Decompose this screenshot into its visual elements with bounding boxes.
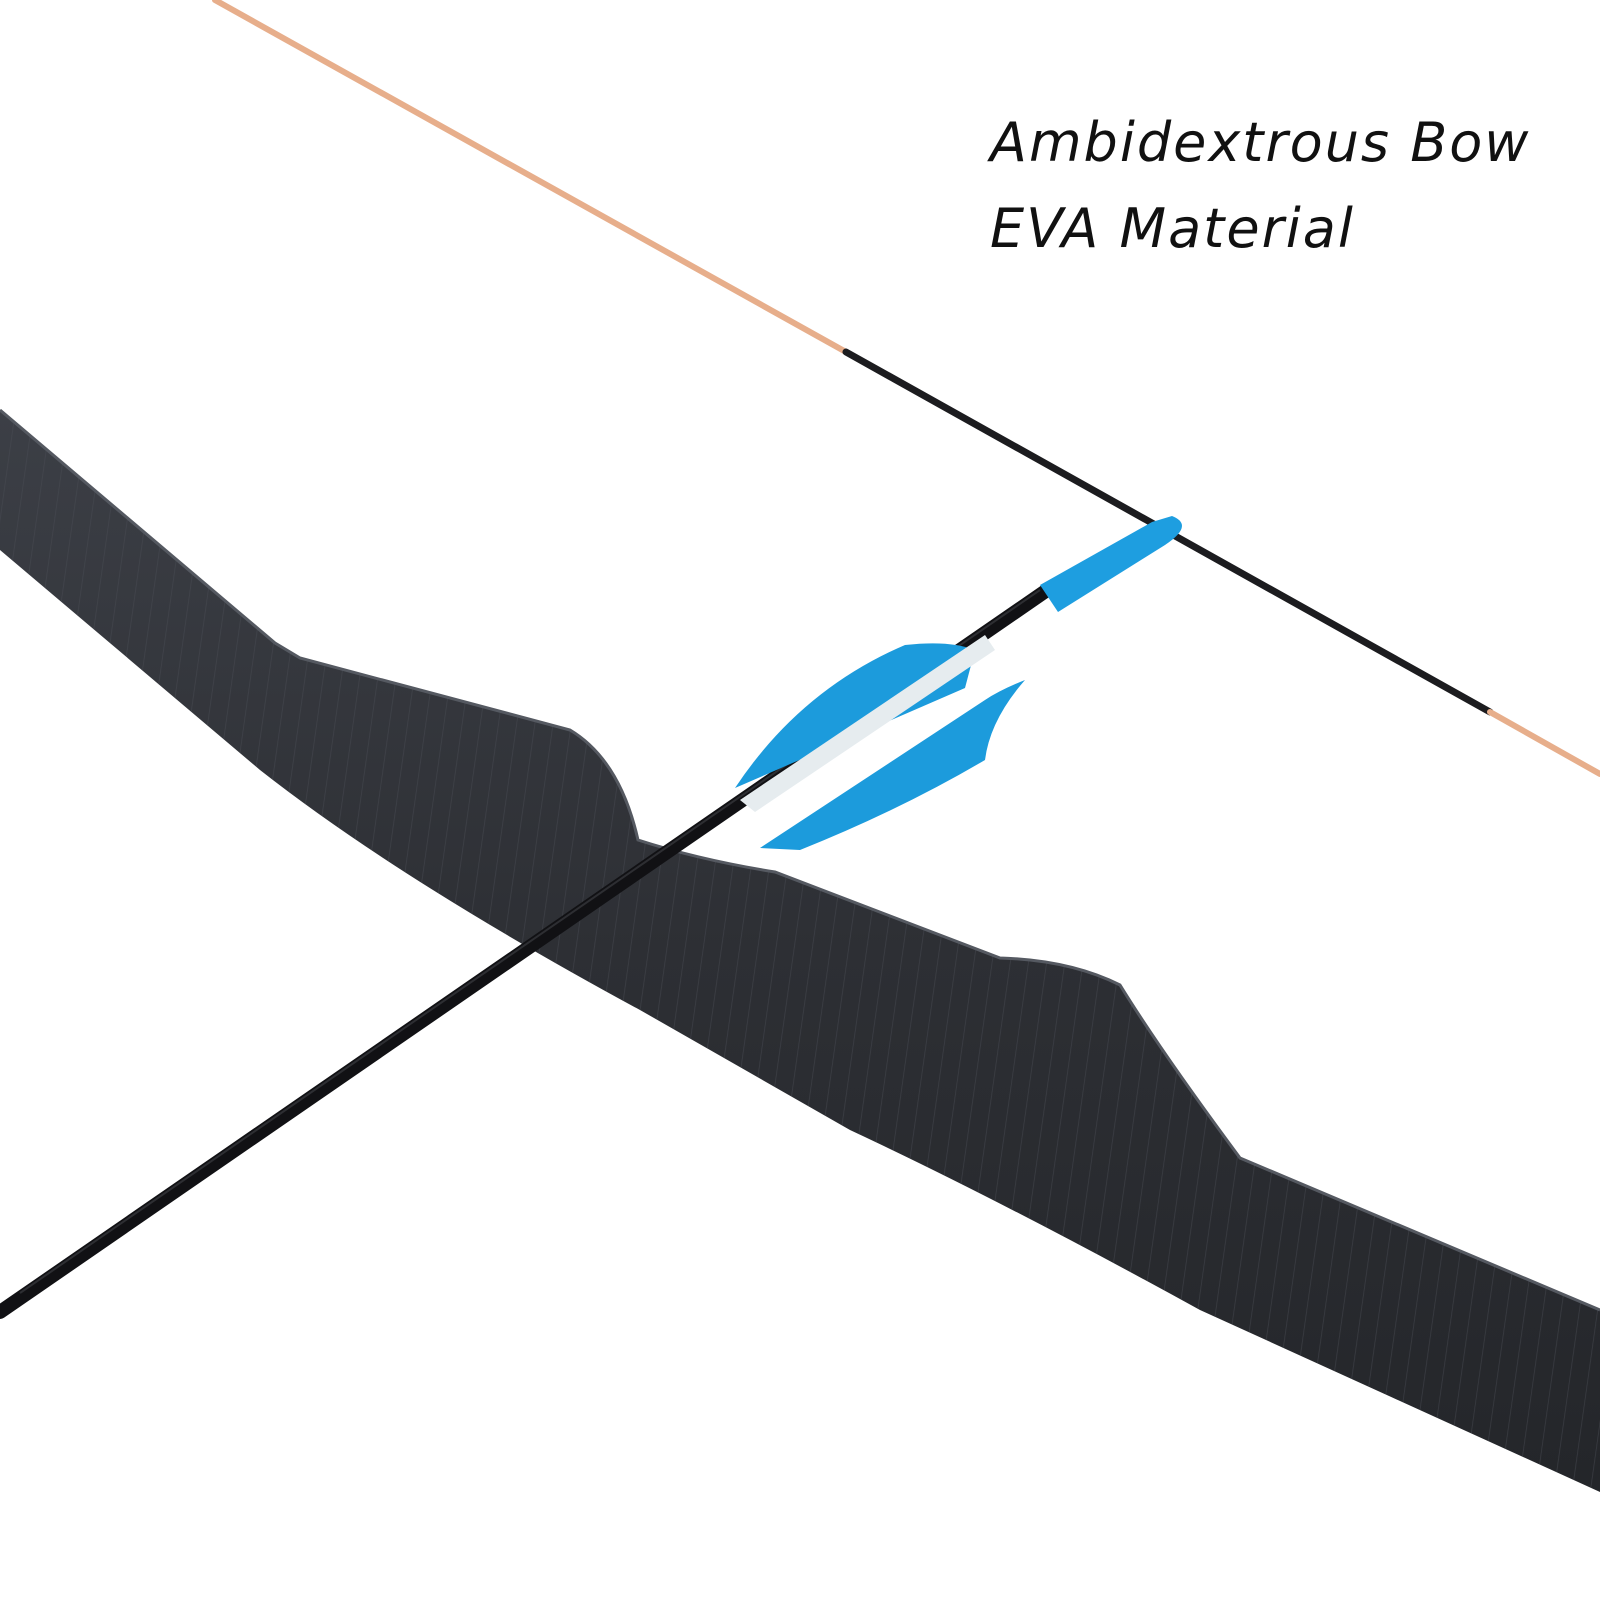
- product-caption: [990, 100, 1580, 272]
- bow-string-upper: [215, 0, 846, 352]
- bow-string-lower: [1490, 712, 1600, 774]
- bow-edge-highlight: [0, 410, 1600, 1310]
- bow-grip-wrap: [0, 410, 1600, 1492]
- arrow-nock: [1040, 516, 1182, 612]
- caption-line-ambidextrous: Ambidextrous Bow: [990, 111, 1531, 174]
- caption-line-material: EVA Material: [990, 197, 1355, 260]
